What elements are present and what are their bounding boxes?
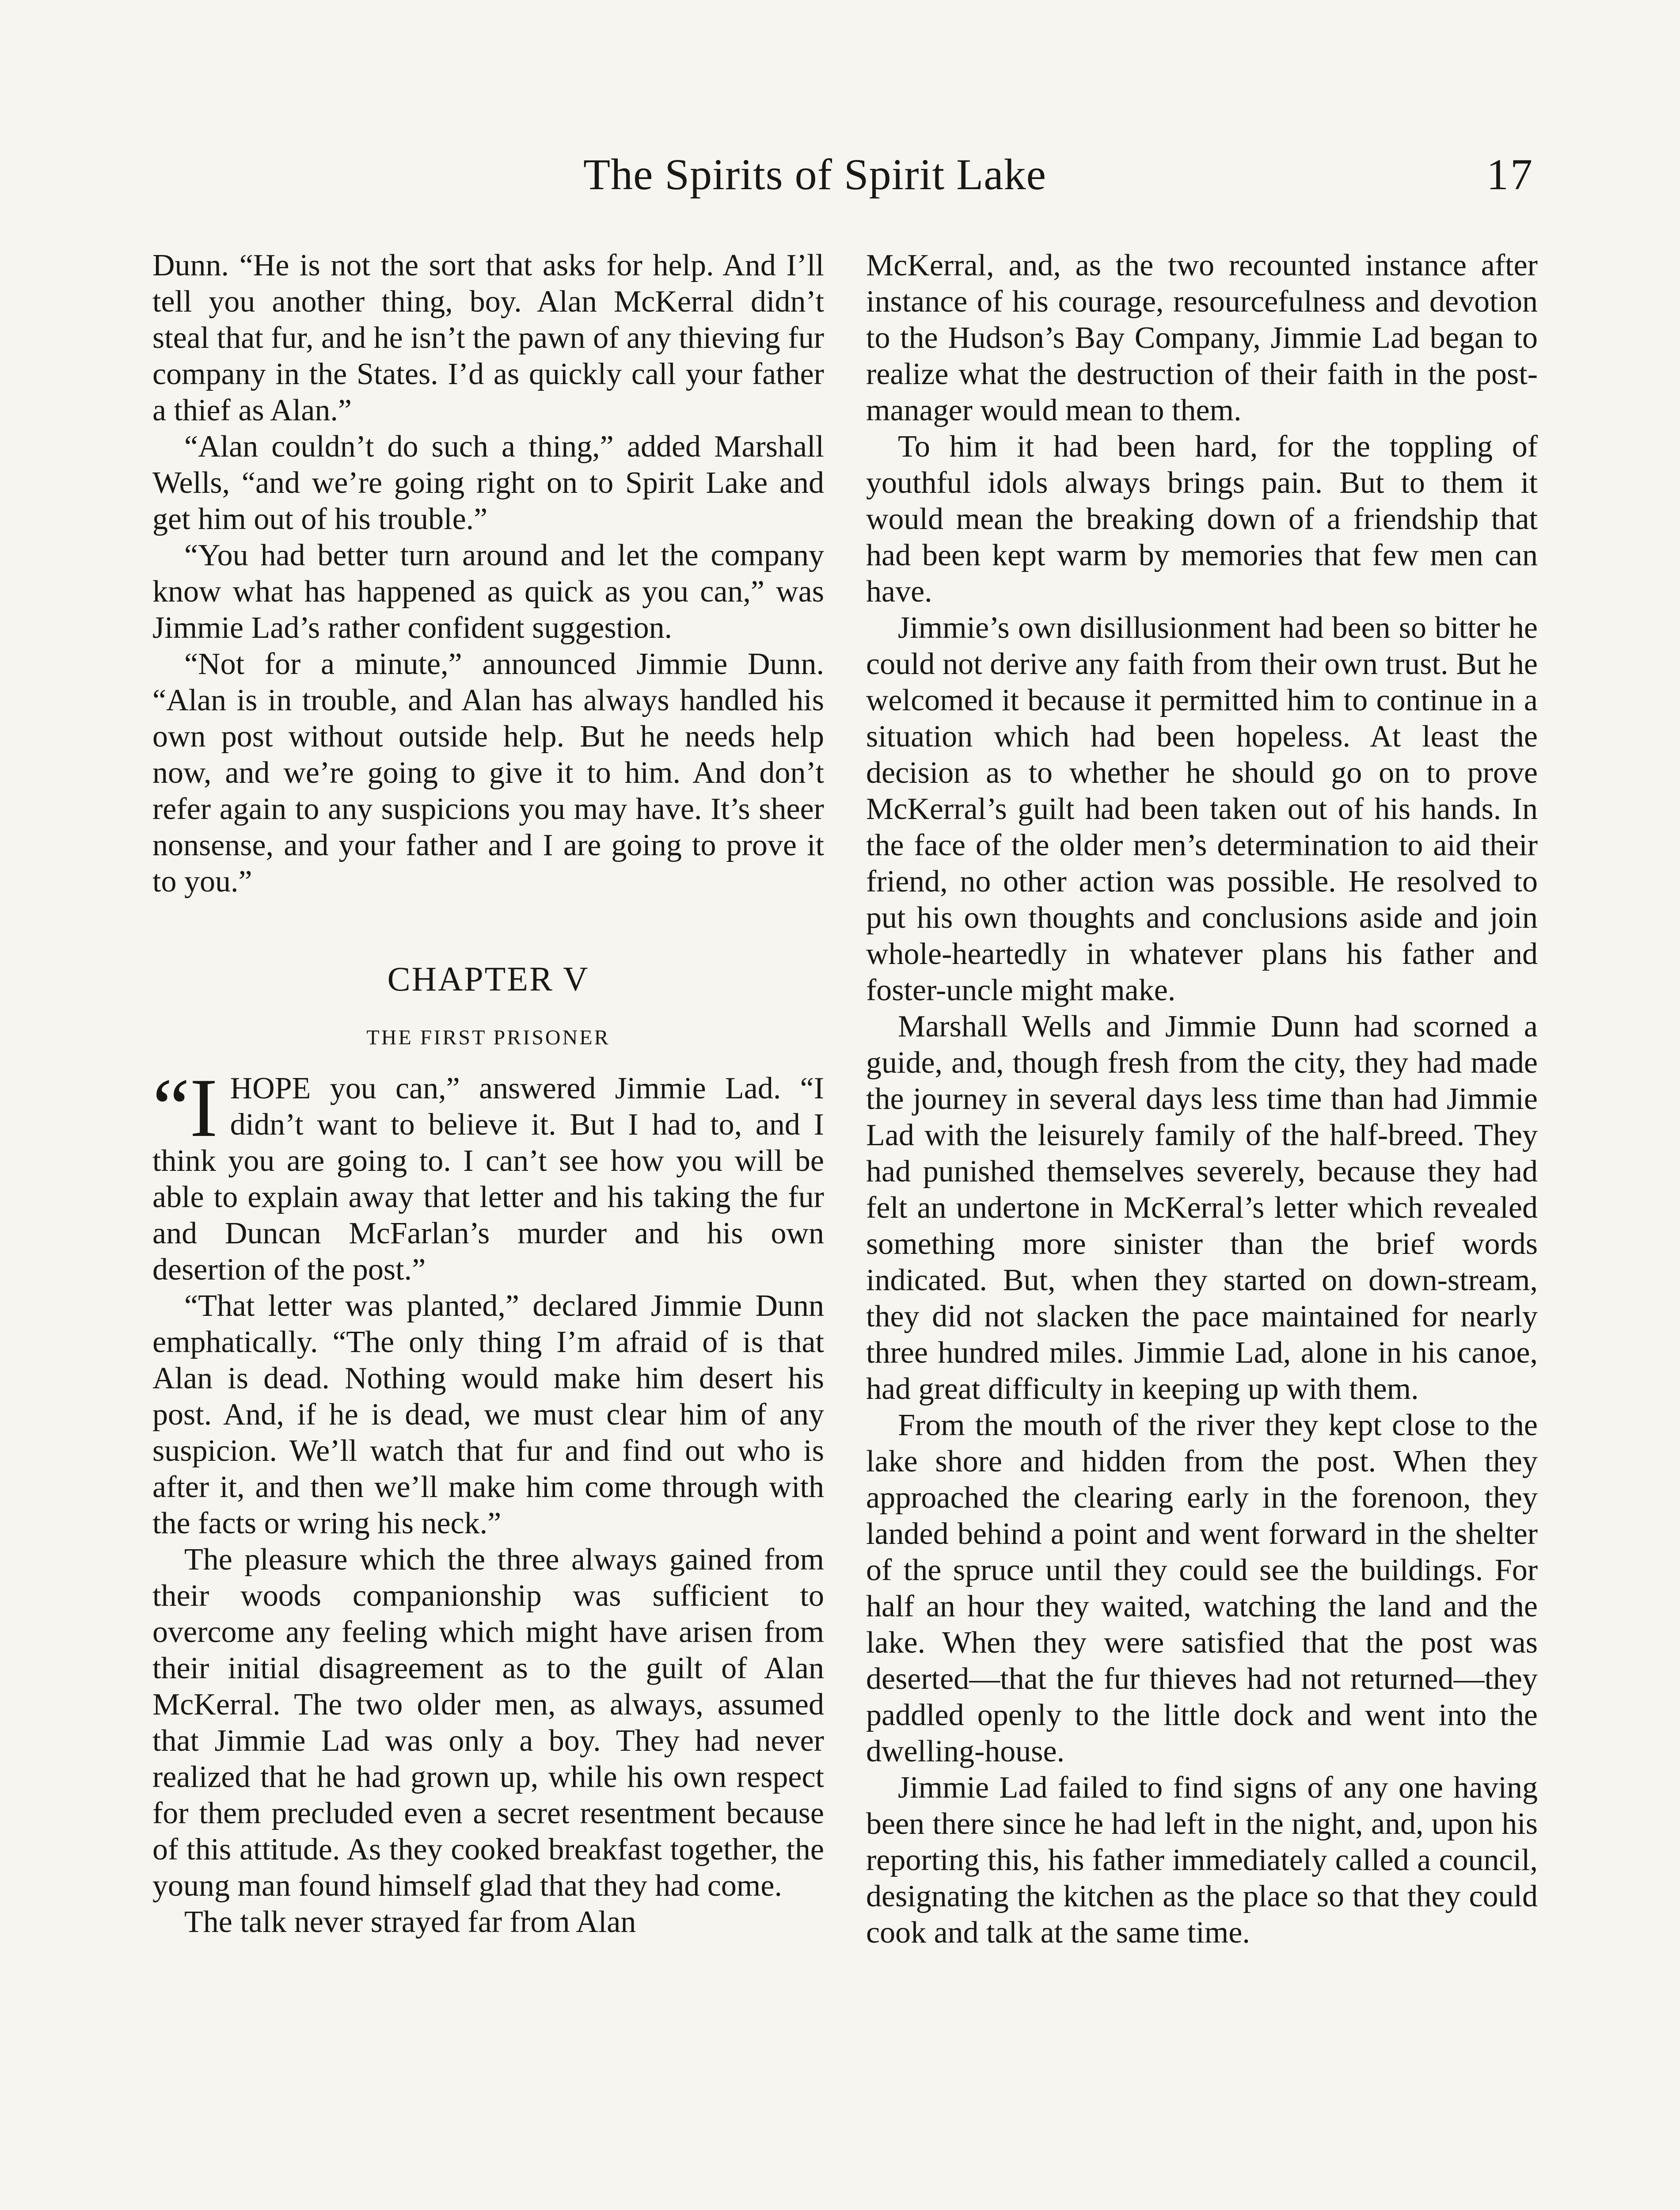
paragraph: McKerral, and, as the two recounted instance after instance of his courage, resourcefulness and devotion to the Hudson’s Bay Company, Jimmie Lad began to realize what the destruction of their faith in the post-manager would mean to them. [866,248,1538,427]
running-title: The Spirits of Spirit Lake [583,150,1047,199]
paragraph: To him it had been hard, for the toppling of youthful idols always brings pain. But to them it would mean the breaking down of a friendship that had been kept warm by memories that few men can have. [866,430,1538,609]
paragraph: From the mouth of the river they kept close to the lake shore and hidden from the post. When they approached the clearing early in the forenoon, they landed behind a point and went forward in the shelter of the spruce until they could see the buildings. For half an hour they waited, watching the land and the lake. When they were satisfied that the post was deserted—that the fur thieves had not returned—they paddled openly to the little dock and went into the dwelling-house. [866,1408,1538,1768]
chapter-subtitle: THE FIRST PRISONER [366,1026,610,1049]
paragraph: “Not for a minute,” announced Jimmie Dunn. “Alan is in trouble, and Alan has always handled his own post without outside help. But he needs help now, and we’re going to give it to him. And don’t refer again to any suspicions you may have. It’s sheer nonsense, and your father and I are going to prove it to you.” [152,647,824,899]
paragraph: The talk never strayed far from Alan [184,1905,636,1939]
paragraph: The pleasure which the three always gained from their woods companionship was sufficient to overcome any feeling which might have arisen from their initial disagreement as to the guilt of Alan McKerral. The two older men, as always, assumed that Jimmie Lad was only a boy. They had never realized that he had grown up, while his own respect for them precluded even a secret resentment because of this attitude. As they cooked breakfast together, the young man found himself glad that they had come. [152,1543,824,1903]
chapter-title: CHAPTER V [387,960,589,998]
left-column [152,248,824,1940]
paragraph: Jimmie’s own disillusionment had been so bitter he could not derive any faith from their own trust. But he welcomed it because it permitted him to continue in a situation which had been hopeless. At least the decision as to whether he should go on to prove McKerral’s guilt had been taken out of his hands. In the face of the older men’s determination to aid their friend, no other action was possible. He resolved to put his own thoughts and conclusions aside and join whole-heartedly in whatever plans his father and foster-uncle might make. [866,611,1538,1007]
paragraph: “That letter was planted,” declared Jimmie Dunn emphatically. “The only thing I’m afraid of is that Alan is dead. Nothing would make him desert his post. And, if he is dead, we must clear him of any suspicion. We’ll watch that fur and find out who is after it, and then we’ll make him come through with the facts or wring his neck.” [152,1289,824,1540]
page-number: 17 [1486,150,1534,199]
paragraph: Marshall Wells and Jimmie Dunn had scorned a guide, and, though fresh from the city, they had made the journey in several days less time than had Jimmie Lad with the leisurely family of the half-breed. They had punished themselves severely, because they had felt an undertone in McKerral’s letter which revealed something more sinister than the brief words indicated. But, when they started on down-stream, they did not slacken the pace maintained for nearly three hundred miles. Jimmie Lad, alone in his canoe, had great difficulty in keeping up with them. [866,1010,1538,1406]
chapter-opening-paragraph [152,1062,824,1288]
opening-text: HOPE you can,” answered Jimmie Lad. “I didn’t want to believe it. But I had to, and I think you are going to. I can’t see how you will be able to explain away that letter and his taking the fur and Duncan McFarlan’s murder and his own desertion of the post.” [152,1071,824,1287]
paragraph: “Alan couldn’t do such a thing,” added Marshall Wells, “and we’re going right on to Spirit Lake and get him out of his trouble.” [152,430,824,536]
right-column [866,248,1538,1951]
paragraph: Dunn. “He is not the sort that asks for help. And I’ll tell you another thing, boy. Alan McKerral didn’t steal that fur, and he isn’t the pawn of any thieving fur company in the States. I’d as quickly call your father a thief as Alan.” [152,248,824,427]
drop-cap [152,1062,230,1155]
drop-cap-letter: I [190,1062,218,1155]
paragraph: Jimmie Lad failed to find signs of any one having been there since he had left in the night, and, upon his reporting this, his father immediately called a council, designating the kitchen as the place so that they could cook and talk at the same time. [866,1771,1538,1950]
opening-quote: “ [152,1062,190,1155]
paragraph: “You had better turn around and let the company know what has happened as quick as you can,” was Jimmie Lad’s rather confident suggestion. [152,538,824,645]
